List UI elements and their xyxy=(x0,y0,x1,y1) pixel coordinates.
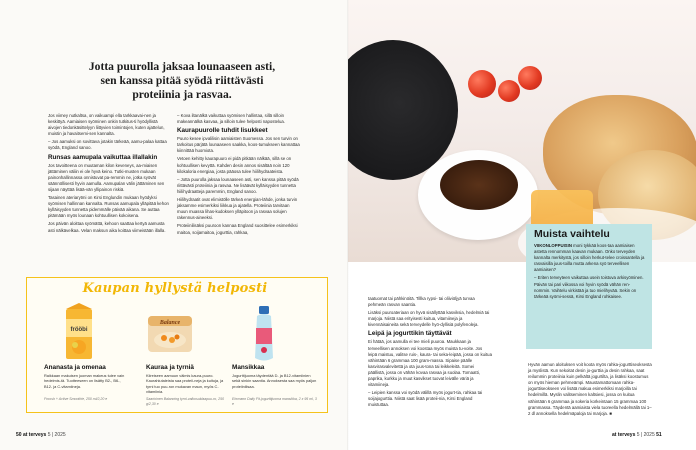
paragraph: Tasainen ateriarytmi on Kirsi Englundin mukaan hyödyksi syömisen hallinnan kannalta. Runsas aamupala ylläpitää kehon kylläisyyden tunnetta pidemmälle päivää aikana. Se auttaa pitämään myös lounaan kohtuullisen kokoisena. xyxy=(48,195,169,219)
breakfast-photo xyxy=(348,0,696,262)
product-description: Jogurttijuoma täydentää D- ja B12-vitamiinien sekä sinkin saantia. Annoksesta saa myös paljon proteiinilisaa. xyxy=(232,373,317,389)
paragraph: – Leipien kanssa voi syödä välillä myös jogurt-tia, rahkaa tai soijajogurttia. Niistä saat lisää proteii-nia, Kirsi England muistuttaa. xyxy=(368,390,483,408)
product-price: Froosh + Active Smoothie, 250 ml/2,20 e xyxy=(44,397,108,401)
coffee-shape xyxy=(440,160,518,210)
product-name: Kauraa ja tyrniä xyxy=(146,364,194,371)
paragraph: Puuro kesee ipvalilisin aamiaisten Suomessa. Jos sen turvin on tarkoitus pärjätä lounaaseen saakka, koos-tumukseen kannattaa kiinnittää huomiota. xyxy=(177,136,300,154)
yogurt-drink-bottle-icon xyxy=(252,306,276,362)
headline-line-2: sen kanssa pitää syödä riittävästi xyxy=(100,74,264,87)
product-yogurt-image xyxy=(252,306,276,367)
product-price: Ehrmann Daily Fit-jogurttijuoma mansikka, 2 x 95 ml, 3 e xyxy=(232,397,317,406)
paragraph: – Jotta puurolla jaksaa lounaaseen asti, sen kanssa pitää syödä riittävästi proteiinia ja rasvaa. Ne lisäävät kylläisyyden tunnetta hiilihydraatteja paremmin, England sanoo. xyxy=(177,176,299,194)
paragraph: Jos viimey nutkaltsa, on vaikuampi ella tarkkaavai-nen ja keskittyä. Aamiaisen syöminen onkin tutkitus-ti hyödyllistä aivojen tiedonkäsittelyyn liittyvien toimintojen, kuten ajattelun, muistin ja havaitsemi-sen kannalta. xyxy=(48,113,165,137)
product-price: Saarioinen Balancing tyrni-valkosuklaapuu-ro, 250 g/2,30 e xyxy=(146,397,225,406)
magazine-name: at terveys xyxy=(612,432,636,438)
svg-text:Balance: Balance xyxy=(159,320,181,326)
paragraph: – Jos aamuksi on sovittava jotakin tärkeää, aamu-palaa kattaa syödä, England sanoo. xyxy=(48,139,167,151)
product-description: Raikkaan makuisen juoman makeus tulee vain hedelmis-tä. Tuotteeseen on lisätty B2-, B6-, B12- ja C-vitamiineja. xyxy=(44,373,125,389)
paragraph: Lisäksi puuroateriaan on hyvä sisällyttää kasviksia, hedelmiä tai marjoja. Niistä saa erityisesti kuitua, vitamiineja ja kivennäisaineita sekä terveydelle hyö-dyllisiä polyfenoleja. xyxy=(368,310,490,328)
subheading: Leipä ja jogurttikin täyttävät xyxy=(368,330,452,338)
tomato-shape xyxy=(498,80,520,102)
juice-carton-icon xyxy=(60,303,100,361)
right-folio xyxy=(612,432,662,438)
left-folio xyxy=(16,432,66,438)
subheading: Kaurapuurolle tuhdit lisukkeet xyxy=(177,127,268,135)
paragraph: Jos tavoitteena on muutaman kilon keveneys, aa-miaisen jättäminen väliin ei ole hyvä keino. Tutki-musten mukaan painonhallinnassa onnistuvat pa-remmin ne, jotka syövät säännöllisesti hyvin aamulla. Aamupalan välin jättäminen sen sijaan näyttää lisää-vän yllipainon riskiä. xyxy=(48,162,165,192)
product-name: Mansikkaa xyxy=(232,364,265,371)
shop-box-title: Kaupan hyllystä helposti xyxy=(82,281,268,296)
svg-text:frööbi: frööbi xyxy=(70,327,88,333)
left-column-1 xyxy=(48,113,172,236)
tomato-shape xyxy=(468,70,496,98)
tomato-shape xyxy=(518,66,542,90)
right-column-2 xyxy=(528,362,652,419)
magazine-name: at terveys xyxy=(22,432,47,438)
porridge-cup-icon xyxy=(146,312,194,354)
product-description: Kiireiseen aamuun välmis kaura-puuro. Kaurahiutaleista saa proteii-neja ja kuituja, ja tyrni tuo puu-ron mukavan maun, myös C-vitamiinia. xyxy=(146,373,224,394)
paragraph: Jos päivän aloittaa syömättä, kehoon saattaa kertyä aamusta asti nälkävelkaa. Velan maksun aika koittaa viimeistään illalla. xyxy=(48,221,166,233)
left-column-2 xyxy=(177,113,301,238)
paragraph: Vetoen kehitty kaurapuuro ei pidä pitkään nälkää, sillä se on kohtuullisen kevyttä. Kahden desin annos sisältää noin 120 kilokaloria energiaa, josta pääosa tulee hiilihydraateista. xyxy=(177,156,292,174)
page-number: 50 xyxy=(16,432,22,438)
subheading: Runsas aamupala vaikuttaa illallakin xyxy=(48,153,158,161)
spine-gutter xyxy=(347,0,349,450)
sidebar-paragraph: – Eriten terveyteen vaikuttaa usein toistuva arkisyöminen. Päivän tai pari viikossa voi hyvin syödä vähän ren-nommin. Vaihtelu virkistää ja tuo mielihyvää. Sekin on tärkeää syömi-sessä, Kirsi England rohkaisee. xyxy=(534,275,644,299)
product-juice-image xyxy=(60,303,100,366)
issue-number: 5 | 2025 xyxy=(636,432,655,438)
right-column-1 xyxy=(368,296,492,411)
page-number: 51 xyxy=(656,432,662,438)
product-porridge-image xyxy=(146,312,194,359)
headline-line-1: Jotta puurolla jaksaa lounaaseen asti, xyxy=(88,60,276,73)
product-name: Ananasta ja omenaa xyxy=(44,364,106,371)
paragraph: Hyvän aamun aloituksen voit koota myös rahka-jogurttiseoksesta ja myslistä. Kun sekoitat desin jo-gurttia ja desin rahkaa, saat reilummin proteiinia kuin pelkältä jogurtilta, ja lisäksi koostumus on myös hieman pehmeämpi. Maustamattomaan rahka-jogurttiseokseen voi lisätä makua esimerkiksi marjoilla tai hedelmillä. Myslin valitseminen kaltsiesi, jossa on kuitua vähintään 6 grammaa ja sokeria korkeintaan 15 grammaa 100 grammassa. Täydentä aamiaista viela tuoreella hedelmällä tai 1–2 dl annoksella hedelmäpaloja tai marjoja. ■ xyxy=(528,362,652,416)
paragraph: – Kova iltanälkä vaikuttaa syömisen hallintaa, sillä silloin makeannälkä kasvaa, ja silloin tulee helposti napostelua. xyxy=(177,113,285,125)
paragraph: Ei hätää, jos aamulla ei tee mieli puuroa. Maukkaan ja terveellisen annoksen voi koostaa myös muista tu-voite. Jos leipä maistuu, valitse ruis-, kaura- tai seka-leipää, jossa on kuitua vähintään 6 grammaa 100 gram-massa. Sipaise päälle kasvirasvalevitettä ja ota juus-tona tai leikkeleitä. Somei päällistä, jossa on vähän kovaa rasvaa ja suolaa. Tomaatti, paprika, kurkku ja muut kasvikset tuovat leivälle väriä ja vitamiineja. xyxy=(368,339,492,388)
paragraph: taatuomat tai pähkinöitä. Tillka rypsi- tai oliiviöljyä turvaa pehmeän rasvan saantia. xyxy=(368,296,475,308)
paragraph: Hiilihydraatit ovat elimistölle tärkeä energian-lähde, jonka turvin jaksamme esimerkiksi liikkua ja ajatella. Proteiinia tarvitaan muun muassa lihas-kudoksen ylläpitoon ja rasvaa solujen rakennus-aineeksi. xyxy=(177,197,298,221)
headline-line-3: proteiinia ja rasvaa. xyxy=(132,88,232,101)
sidebar-paragraph: moni tykkää koos-taa aamiaisen astetta rennomman kaavan mukaan. Onko terveyden kannalta merkitystä, jos silloin herkut-telee croissantella ja rasvaisilla juus-toilla mutta arkena syö terveellisen aamiaisen? xyxy=(534,243,645,273)
sidebar-box-title: Muista vaihtelu xyxy=(534,228,610,240)
article-headline xyxy=(52,60,312,102)
issue-number: 5 | 2025 xyxy=(47,432,66,438)
sidebar-box-text xyxy=(534,243,646,300)
paragraph: Proteiinilisäksi puuroon kannaa England suosittelee esimerkiksi maitoa, soijamaitoa, jogurttia, rahkaa, xyxy=(177,223,298,235)
sidebar-lead: VIIKONLOPPUISIN xyxy=(534,243,572,248)
